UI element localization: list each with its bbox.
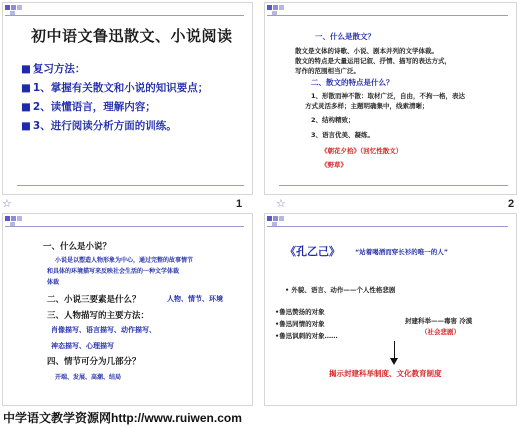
list-item: 2、结构精致； — [311, 116, 355, 124]
answer-line: 和具体的环境描写来反映社会生活的一种文学体裁 — [47, 268, 180, 275]
bullet-text: 1、掌握有关散文和小说的知识要点； — [32, 82, 209, 94]
arrowhead-icon — [390, 358, 398, 365]
square-bullet-icon: ■ — [21, 120, 31, 132]
analysis-line: • 外貌、语言、动作——个人性格悲剧 — [285, 286, 396, 294]
bullet-item — [21, 80, 208, 95]
paragraph-line: 写作的范围相当广泛。 — [295, 67, 360, 75]
list-item: 1、形散而神不散：取材广泛，自由，不拘一格，表达 — [311, 92, 466, 100]
slide-3[interactable] — [2, 213, 253, 406]
bullet-text: 3、进行阅读分析方面的训练。 — [32, 120, 177, 132]
list-item: 方式灵活多样；主题明确集中，线索清晰； — [305, 102, 429, 110]
square-bullet-icon: ■ — [21, 82, 31, 94]
divider — [267, 15, 508, 16]
corner-decoration — [267, 216, 284, 221]
answer-line: 体裁 — [47, 279, 60, 286]
divider — [267, 226, 508, 227]
bullet-item — [21, 61, 85, 76]
slide-4[interactable] — [264, 213, 517, 406]
question: 二、小说三要素是什么？ — [47, 295, 141, 305]
highlight-text: （社会悲剧） — [421, 328, 460, 336]
slide-subheading: “站着喝酒而穿长衫的唯一的人” — [355, 248, 449, 256]
page-number: 1 — [236, 198, 243, 210]
question: 四、情节可分为几部分？ — [47, 357, 141, 367]
divider — [279, 185, 508, 186]
question: 三、人物描写的主要方法： — [47, 311, 150, 321]
slide-title: 初中语文鲁迅散文、小说阅读 — [31, 27, 233, 45]
footer-text: 中学语文教学资源网http://www.ruiwen.com — [3, 411, 242, 425]
analysis-note: 封建科举——毒害 冷漠 — [405, 317, 473, 325]
slide-2[interactable] — [264, 2, 517, 195]
star-icon: ☆ — [276, 197, 286, 210]
bullet-text: 2、读懂语言，理解内容； — [32, 101, 156, 113]
answer: 神态描写、心理描写 — [51, 342, 114, 350]
list-item: 3、语言优美、凝练。 — [311, 131, 375, 139]
square-bullet-icon: ■ — [21, 63, 31, 75]
bullet-item — [21, 99, 156, 114]
bullet-text: 复习方法： — [32, 63, 86, 75]
section-heading: 一、什么是散文？ — [315, 32, 375, 41]
answer: 人物、情节、环境 — [167, 295, 223, 303]
page-number: 2 — [508, 198, 515, 210]
analysis-line: •鲁迅同情的对象 — [275, 320, 325, 328]
bullet-item — [21, 118, 177, 133]
conclusion-text: 揭示封建科举制度、文化教育制度 — [329, 369, 442, 378]
corner-decoration — [267, 5, 284, 10]
analysis-line: •鲁迅赞扬的对象 — [275, 308, 325, 316]
slide-1[interactable] — [2, 2, 253, 195]
divider — [5, 15, 244, 16]
answer-line: 小说是以塑造人物形象为中心，通过完整的故事情节 — [55, 257, 194, 264]
divider — [5, 226, 244, 227]
section-heading: 二、散文的特点是什么？ — [311, 78, 394, 87]
paragraph-line: 散文的特点是大量运用记叙、抒情、描写的表达方式， — [295, 57, 451, 65]
highlight-text: 《朝花夕拾》（回忆性散文） — [321, 147, 403, 155]
square-bullet-icon: ■ — [21, 101, 31, 113]
analysis-line: •鲁迅讽刺的对象…… — [275, 332, 338, 340]
highlight-text: 《野草》 — [321, 161, 347, 169]
corner-decoration — [5, 5, 22, 10]
corner-decoration — [5, 216, 22, 221]
paragraph-line: 散文是文体的诗歌、小说、剧本并列的文学体裁。 — [295, 47, 438, 55]
answer: 肖像描写、语言描写、动作描写、 — [51, 326, 156, 334]
star-icon: ☆ — [2, 197, 12, 210]
divider — [17, 185, 244, 186]
question: 一、什么是小说？ — [43, 242, 112, 252]
answer: 开端、发展、高潮、结局 — [55, 374, 122, 381]
slide-heading: 《孔乙己》 — [285, 245, 340, 258]
